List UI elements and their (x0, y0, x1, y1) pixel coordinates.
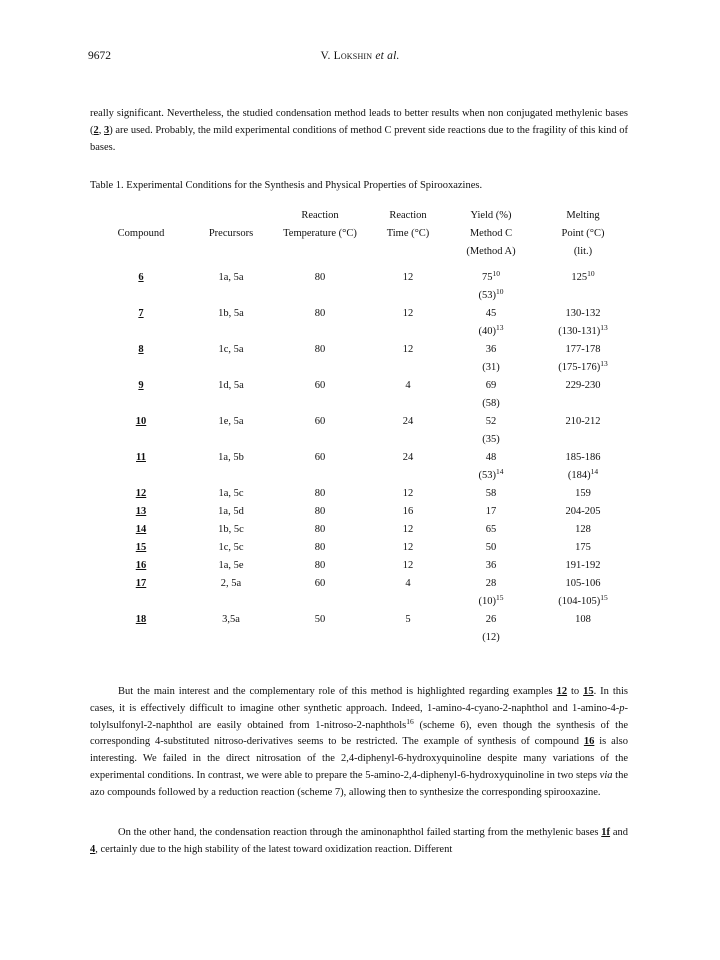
cell-value: 58 (485, 488, 497, 499)
cell-value: 12 (402, 524, 414, 535)
cell-value: 12 (402, 272, 414, 283)
cell-time (370, 269, 446, 305)
cell-melting (536, 449, 630, 485)
cell-value: 2, 5a (220, 578, 242, 589)
body-paragraph (90, 825, 628, 859)
cell-value: 12 (402, 488, 414, 499)
col-header-precursors (192, 207, 270, 225)
cell-value: (184) (567, 470, 591, 481)
compound-number: 18 (135, 614, 147, 625)
cell-temperature (270, 557, 370, 575)
body-italic: via (599, 769, 613, 781)
cell-value: (12) (482, 632, 500, 643)
reference-superscript: 10 (496, 287, 504, 296)
cell-time (370, 557, 446, 575)
cell-melting (536, 305, 630, 341)
cell-compound (90, 269, 192, 305)
compound-number: 13 (135, 506, 147, 517)
col-header-melting: Melting (566, 210, 600, 221)
cell-time (370, 503, 446, 521)
cell-value: 4 (405, 578, 411, 589)
cell-value: 1a, 5d (218, 506, 244, 517)
body-text: to (567, 686, 584, 697)
reference-superscript: 10 (492, 269, 500, 278)
table-row (90, 341, 630, 377)
col-header-temperature: Temperature (°C) (283, 228, 357, 239)
cell-time (370, 449, 446, 485)
cell-precursors (192, 449, 270, 485)
cell-precursors (192, 269, 270, 305)
cell-temperature (270, 269, 370, 305)
col-header-melting: (lit.) (573, 246, 593, 257)
cell-precursors (192, 539, 270, 557)
cell-value: 36 (485, 560, 497, 571)
cell-precursors (192, 377, 270, 413)
table-row (90, 413, 630, 449)
body-text: . In this cases, it is effectively difficult to imagine other synthetic approach. Indeed, 1-amino-4-cyano-2-naphthol and 1-amino-4- (90, 686, 628, 714)
spirooxazine-table (90, 207, 630, 647)
compound-ref: 15 (583, 686, 594, 697)
cell-value: 80 (314, 560, 326, 571)
reference-superscript: 15 (496, 593, 504, 602)
cell-value: 1a, 5a (218, 272, 244, 283)
cell-value: 24 (402, 416, 414, 427)
cell-temperature (270, 413, 370, 449)
body-text: the azo compounds followed by a reduction reaction (scheme 7), allowing then to synthesize the corresponding spirooxazine. (90, 769, 628, 798)
compound-number: 17 (135, 578, 147, 589)
compound-number: 12 (135, 488, 147, 499)
body-text: But the main interest and the complementary role of this method is highlighted regarding examples (118, 686, 557, 697)
cell-compound (90, 521, 192, 539)
reference-superscript: 13 (600, 359, 608, 368)
cell-value: 1a, 5b (218, 452, 244, 463)
cell-time (370, 341, 446, 377)
cell-precursors (192, 305, 270, 341)
cell-value: 175 (575, 542, 591, 553)
cell-value: 48 (485, 452, 497, 463)
cell-value: (53) (478, 470, 496, 481)
compound-ref: 2 (93, 124, 99, 136)
body-text: On the other hand, the condensation reaction through the aminonaphthol failed starting from the methylenic bases (118, 827, 602, 838)
page-number: 9672 (88, 50, 111, 62)
cell-value: (53) (478, 290, 496, 301)
cell-precursors (192, 575, 270, 611)
table-row (90, 557, 630, 575)
table-row (90, 521, 630, 539)
cell-value: 1a, 5e (218, 560, 244, 571)
cell-value: 5 (405, 614, 411, 625)
cell-value: (31) (482, 362, 500, 373)
cell-melting (536, 611, 630, 647)
cell-yield (446, 611, 536, 647)
cell-time (370, 305, 446, 341)
compound-number: 10 (135, 416, 147, 427)
cell-yield (446, 485, 536, 503)
cell-melting (536, 539, 630, 557)
cell-value: 52 (485, 416, 497, 427)
running-head-author: V. Lokshin (320, 50, 373, 62)
cell-value: (104-105) (558, 596, 601, 607)
cell-value: 45 (485, 308, 497, 319)
compound-ref: 12 (556, 686, 568, 697)
intro-text: ) are used. Probably, the mild experimental conditions of method C prevent side reactions due to the fragility of this kind of bases. (90, 124, 629, 153)
cell-value: 36 (485, 344, 497, 355)
cell-value: 128 (575, 524, 591, 535)
table-row (90, 611, 630, 647)
cell-value: 3,5a (222, 614, 240, 625)
compound-number: 16 (135, 560, 147, 571)
body-text: (scheme 6), even though the synthesis of the corresponding 4-substituted nitroso-derivatives seems to be restricted. The example of synthesis of compound (90, 719, 628, 748)
table-row (90, 503, 630, 521)
compound-ref: 16 (583, 736, 595, 748)
compound-ref: 4 (90, 843, 96, 855)
running-head (0, 50, 720, 62)
cell-value: 60 (314, 452, 326, 463)
cell-temperature (270, 575, 370, 611)
cell-compound (90, 485, 192, 503)
cell-value: 1c, 5c (218, 542, 244, 553)
cell-value: 1a, 5c (218, 488, 244, 499)
col-header-compound: Compound (117, 228, 165, 239)
cell-value: 125 (571, 272, 588, 283)
cell-value: 191-192 (565, 560, 601, 571)
cell-time (370, 485, 446, 503)
table-row (90, 485, 630, 503)
cell-value: 80 (314, 488, 326, 499)
reference-superscript: 16 (406, 716, 414, 726)
table-row (90, 305, 630, 341)
cell-value: 12 (402, 308, 414, 319)
cell-compound (90, 305, 192, 341)
table-header (90, 207, 630, 261)
col-header-precursors: Precursors (208, 228, 254, 239)
col-header-yield: (Method A) (466, 246, 516, 257)
body-text: is also interesting. We failed in the direct nitrosation of the 2,4-diphenyl-6-hydroxyquinoline despite many variations of the experimental conditions. In contrast, we were able to prepare the 5-amino-2,4-diphenyl-6-hydroxyquinoline in two steps (90, 736, 629, 781)
cell-melting (536, 269, 630, 305)
cell-time (370, 413, 446, 449)
cell-yield (446, 575, 536, 611)
cell-temperature (270, 539, 370, 557)
cell-value: 130-132 (565, 308, 601, 319)
cell-value: 12 (402, 560, 414, 571)
cell-value: (58) (482, 398, 500, 409)
cell-value: 210-212 (565, 416, 601, 427)
table-row (90, 269, 630, 305)
compound-number: 9 (138, 380, 144, 391)
compound-number: 8 (138, 344, 144, 355)
cell-value: 1d, 5a (218, 380, 244, 391)
cell-value: 60 (314, 578, 326, 589)
cell-value: 12 (402, 344, 414, 355)
cell-compound (90, 341, 192, 377)
reference-superscript: 14 (590, 467, 599, 476)
cell-value: 80 (314, 308, 326, 319)
col-header-temperature: Reaction (301, 210, 339, 221)
compound-number: 15 (135, 542, 147, 553)
compound-number: 14 (135, 524, 147, 535)
cell-value: (10) (478, 596, 496, 607)
col-header-time (370, 243, 446, 261)
cell-value: 4 (405, 380, 411, 391)
reference-superscript: 10 (587, 269, 595, 278)
cell-value: 60 (314, 380, 326, 391)
cell-value: 1c, 5a (218, 344, 244, 355)
cell-compound (90, 575, 192, 611)
cell-value: 177-178 (565, 344, 601, 355)
cell-compound (90, 503, 192, 521)
compound-number: 7 (138, 308, 144, 319)
cell-temperature (270, 341, 370, 377)
cell-compound (90, 611, 192, 647)
cell-temperature (270, 521, 370, 539)
cell-value: 24 (402, 452, 414, 463)
cell-value: 1e, 5a (218, 416, 244, 427)
cell-precursors (192, 413, 270, 449)
table-caption: Table 1. Experimental Conditions for the Synthesis and Physical Properties of Spirooxazines. (90, 180, 483, 191)
reference-superscript: 15 (600, 593, 608, 602)
col-header-temperature (270, 243, 370, 261)
cell-precursors (192, 521, 270, 539)
cell-value: 229-230 (565, 380, 601, 391)
table-body (90, 261, 630, 647)
cell-compound (90, 449, 192, 485)
cell-value: 50 (314, 614, 326, 625)
cell-melting (536, 503, 630, 521)
cell-melting (536, 377, 630, 413)
reference-superscript: 13 (600, 323, 608, 332)
cell-value: 80 (314, 506, 326, 517)
col-header-precursors (192, 243, 270, 261)
cell-value: 60 (314, 416, 326, 427)
col-header-yield: Yield (%) (470, 210, 512, 221)
cell-yield (446, 449, 536, 485)
cell-value: 16 (402, 506, 414, 517)
cell-melting (536, 575, 630, 611)
intro-text: really significant. Nevertheless, the studied condensation method leads to better results when non conjugated methylenic bases ( (90, 108, 628, 136)
cell-melting (536, 557, 630, 575)
cell-value: 159 (575, 488, 591, 499)
cell-precursors (192, 557, 270, 575)
cell-yield (446, 341, 536, 377)
cell-value: 65 (485, 524, 497, 535)
cell-yield (446, 503, 536, 521)
cell-temperature (270, 305, 370, 341)
cell-yield (446, 377, 536, 413)
compound-number: 6 (138, 272, 144, 283)
cell-melting (536, 413, 630, 449)
cell-value: (40) (478, 326, 496, 337)
intro-paragraph (90, 106, 628, 156)
cell-value: 80 (314, 344, 326, 355)
cell-value: (175-176) (558, 362, 601, 373)
cell-temperature (270, 485, 370, 503)
compound-number: 11 (136, 452, 146, 463)
cell-value: 105-106 (565, 578, 601, 589)
body-text: -tolylsulfonyl-2-naphthol are easily obtained from 1-nitroso-2-naphthols (90, 702, 628, 731)
table-row (90, 377, 630, 413)
cell-compound (90, 377, 192, 413)
col-header-yield: Method C (469, 228, 513, 239)
cell-value: 28 (485, 578, 497, 589)
cell-precursors (192, 341, 270, 377)
cell-compound (90, 557, 192, 575)
body-paragraph (90, 684, 628, 802)
cell-compound (90, 539, 192, 557)
cell-value: 50 (485, 542, 497, 553)
cell-time (370, 575, 446, 611)
cell-yield (446, 305, 536, 341)
cell-time (370, 377, 446, 413)
cell-melting (536, 485, 630, 503)
col-header-melting: Point (°C) (561, 228, 605, 239)
col-header-time: Time (°C) (386, 228, 430, 239)
cell-time (370, 611, 446, 647)
reference-superscript: 14 (496, 467, 504, 476)
cell-precursors (192, 503, 270, 521)
cell-temperature (270, 449, 370, 485)
cell-value: 26 (485, 614, 497, 625)
cell-yield (446, 269, 536, 305)
compound-ref: 1f (601, 827, 611, 838)
cell-temperature (270, 503, 370, 521)
cell-temperature (270, 611, 370, 647)
cell-value: 17 (485, 506, 497, 517)
cell-value: 108 (575, 614, 591, 625)
cell-temperature (270, 377, 370, 413)
cell-value: 12 (402, 542, 414, 553)
body-italic: p (619, 702, 625, 714)
cell-precursors (192, 485, 270, 503)
intro-sep: , (98, 124, 105, 136)
cell-value: (130-131) (558, 326, 601, 337)
cell-yield (446, 413, 536, 449)
table-row (90, 539, 630, 557)
table-row (90, 575, 630, 611)
col-header-compound (90, 207, 192, 225)
cell-value: 80 (314, 542, 326, 553)
table-row (90, 449, 630, 485)
cell-precursors (192, 611, 270, 647)
cell-melting (536, 341, 630, 377)
cell-value: 204-205 (565, 506, 601, 517)
cell-compound (90, 413, 192, 449)
running-head-suffix: et al. (375, 50, 400, 62)
cell-melting (536, 521, 630, 539)
cell-value: 1b, 5a (218, 308, 244, 319)
cell-time (370, 521, 446, 539)
body-text: and (610, 827, 628, 838)
table-spacer (90, 261, 630, 269)
col-header-compound (90, 243, 192, 261)
cell-time (370, 539, 446, 557)
cell-yield (446, 539, 536, 557)
body-text: , certainly due to the high stability of the latest toward oxidization reaction. Different (95, 843, 453, 855)
compound-ref: 3 (104, 124, 110, 136)
cell-value: 80 (314, 524, 326, 535)
cell-yield (446, 521, 536, 539)
cell-value: 1b, 5c (218, 524, 244, 535)
cell-value: 75 (482, 272, 493, 283)
col-header-time: Reaction (389, 210, 427, 221)
cell-value: (35) (482, 434, 500, 445)
cell-value: 80 (314, 272, 326, 283)
cell-yield (446, 557, 536, 575)
cell-value: 185-186 (565, 452, 601, 463)
reference-superscript: 13 (496, 323, 504, 332)
cell-value: 69 (485, 380, 497, 391)
